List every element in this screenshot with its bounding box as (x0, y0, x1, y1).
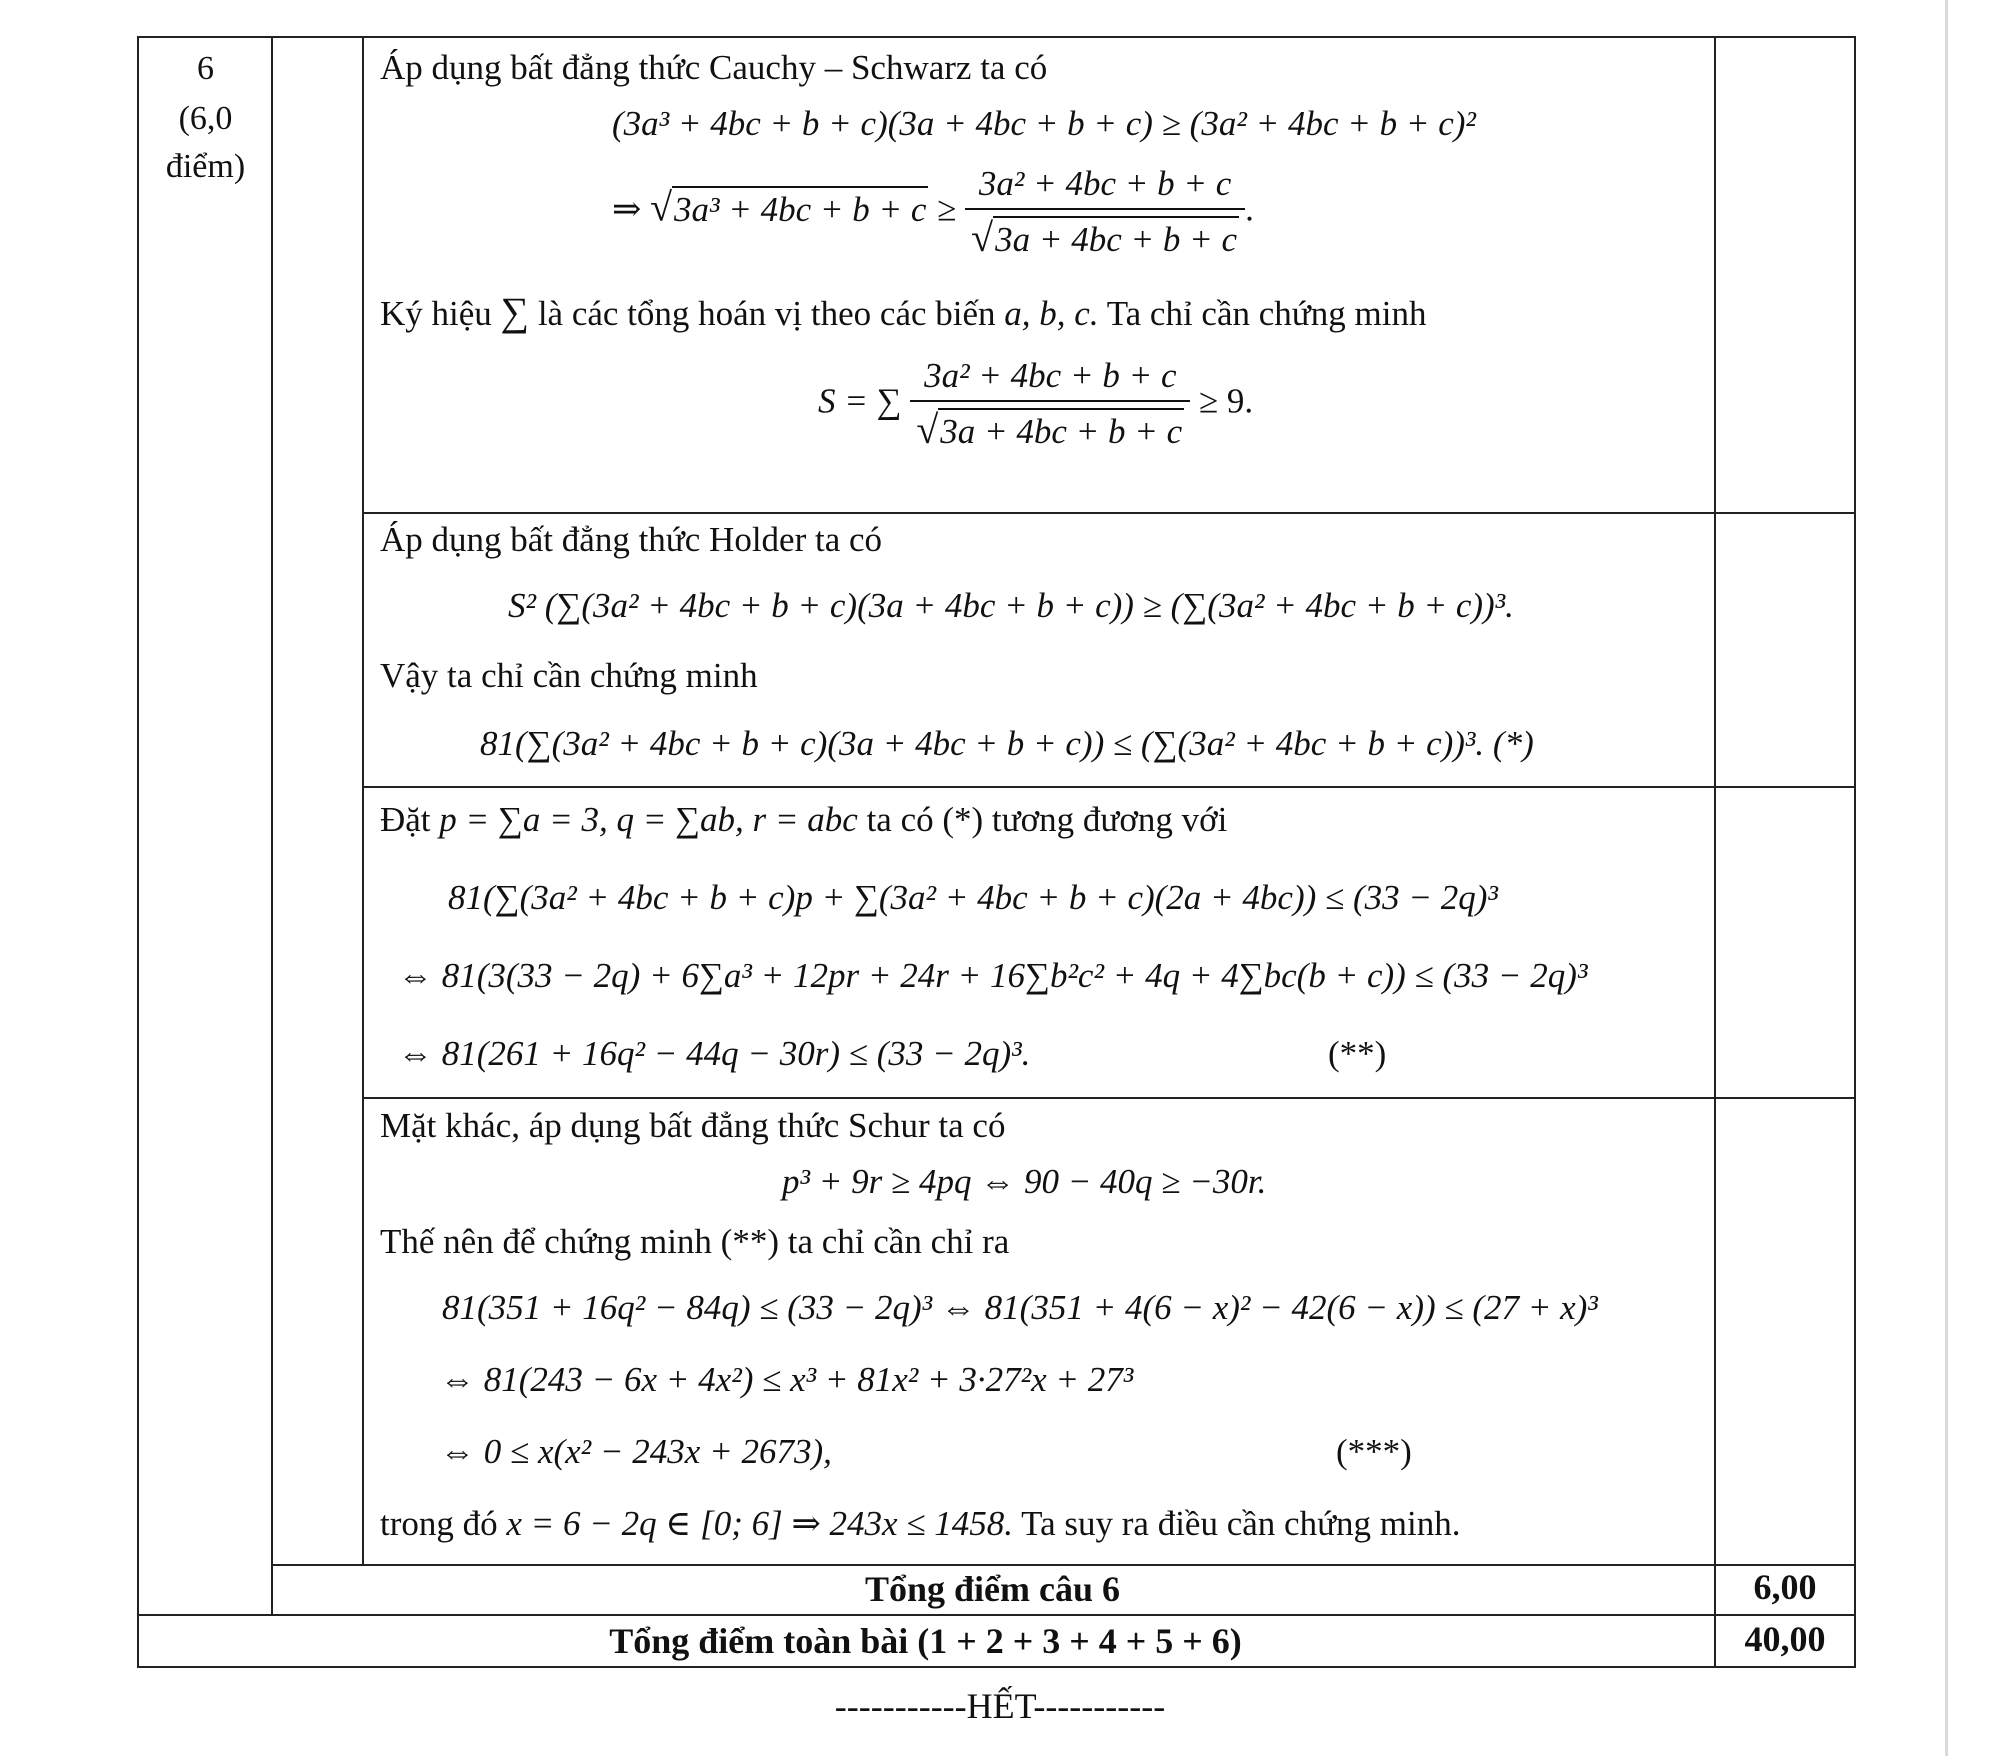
row-divider-5 (137, 1614, 1856, 1616)
question-points-line2: điểm) (165, 148, 246, 185)
exam-total-label: Tổng điểm toàn bài (1 + 2 + 3 + 4 + 5 + 6) (609, 1621, 1242, 1661)
sigma-notation-text: Ký hiệu ∑ là các tổng hoán vị theo các biến a, b, c. Ta chỉ cần chứng minh (380, 289, 1427, 334)
table-border-col3 (362, 36, 364, 1566)
reduction-formula-1: 81(351 + 16q² − 84q) ≤ (33 − 2q)³ ⇔ 81(351 + 4(6 − x)² − 42(6 − x)) ≤ (27 + x)³ (442, 1288, 1598, 1327)
fraction-denominator: √3a + 4bc + b + c (965, 208, 1245, 261)
row-divider-4 (271, 1564, 1856, 1566)
fraction-numerator: 3a² + 4bc + b + c (978, 164, 1232, 203)
sigma-symbol: ∑ (500, 289, 530, 334)
holder-inequality: S² (∑(3a² + 4bc + b + c)(3a + 4bc + b + c)) ≥ (∑(3a² + 4bc + b + c))³. (508, 586, 1514, 625)
reduction-formula-2: ⇔ 81(243 − 6x + 4x²) ≤ x³ + 81x² + 3·27²x + 27³ (440, 1360, 1134, 1399)
schur-intro: Mặt khác, áp dụng bất đẳng thức Schur ta có (380, 1106, 1006, 1145)
pqr-expansion-2: ⇔ 81(3(33 − 2q) + 6∑a³ + 12pr + 24r + 16∑b²c² + 4q + 4∑bc(b + c)) ≤ (33 − 2q)³ (398, 956, 1588, 995)
double-star-inequality: ⇔ 81(261 + 16q² − 44q − 30r) ≤ (33 − 2q)³. (398, 1034, 1031, 1073)
need-to-prove-text: Vậy ta chỉ cần chứng minh (380, 656, 758, 695)
sum-s-formula: S = ∑ $\frac{\text{3a² + 4bc + b + c}}{√3a + 4bc + b + c}$ ≥ 9. (818, 356, 1254, 452)
variables-abc: a, b, c. (1004, 294, 1099, 333)
triple-star-tag: (***) (1336, 1432, 1412, 1471)
x-definition: x = 6 − 2q ∈ [0; 6] ⇒ 243x ≤ 1458. (506, 1504, 1014, 1543)
double-star-tag: (**) (1328, 1034, 1387, 1073)
holder-intro: Áp dụng bất đẳng thức Holder ta có (380, 520, 883, 559)
row-divider-3 (362, 1097, 1856, 1099)
triple-star-inequality: ⇔ 0 ≤ x(x² − 243x + 2673), (440, 1432, 832, 1471)
cauchy-schwarz-intro: Áp dụng bất đẳng thức Cauchy – Schwarz ta có (380, 48, 1048, 87)
exam-total-score: 40,00 (1744, 1619, 1826, 1659)
conclusion-text: trong đó x = 6 − 2q ∈ [0; 6] ⇒ 243x ≤ 1458. Ta suy ra điều cần chứng minh. (380, 1504, 1461, 1543)
question-number: 6 (197, 50, 214, 87)
row-divider-1 (362, 512, 1856, 514)
implies-symbol: ⇒ (612, 189, 642, 229)
pqr-expansion-1: 81(∑(3a² + 4bc + b + c)p + ∑(3a² + 4bc + b + c)(2a + 4bc)) ≤ (33 − 2q)³ (448, 878, 1498, 917)
pqr-definition: p = ∑a = 3, q = ∑ab, r = abc (439, 800, 858, 839)
substitution-text: Đặt p = ∑a = 3, q = ∑ab, r = abc ta có (*) tương đương với (380, 800, 1228, 839)
table-border-bottom (137, 1666, 1856, 1668)
ge-symbol: ≥ (937, 189, 957, 229)
sqrt-bound-formula: ⇒ √3a³ + 4bc + b + c ≥ $\frac{\text{3a² + 4bc + b + c}}{√3a + 4bc + b + c}$ . (612, 164, 1254, 260)
cauchy-schwarz-inequality: (3a³ + 4bc + b + c)(3a + 4bc + b + c) ≥ (3a² + 4bc + b + c)² (612, 104, 1476, 143)
table-border-top (137, 36, 1856, 38)
table-border-right (1854, 36, 1856, 1668)
table-border-left (137, 36, 139, 1668)
schur-inequality: p³ + 9r ≥ 4pq ⇔ 90 − 40q ≥ −30r. (782, 1162, 1267, 1201)
sum-s-fraction: $\frac{\text{3a² + 4bc + b + c}}{√3a + 4bc + b + c}$ (910, 356, 1190, 453)
table-border-col2 (271, 36, 273, 1616)
question-total-label: Tổng điểm câu 6 (864, 1569, 1121, 1609)
table-border-col4 (1714, 36, 1716, 1668)
question-total-score: 6,00 (1753, 1567, 1817, 1607)
scan-page-edge (1945, 0, 1948, 1756)
row-divider-2 (362, 786, 1856, 788)
end-mark: -----------HẾT----------- (834, 1686, 1166, 1726)
sqrt-radicand: 3a³ + 4bc + b + c (672, 186, 928, 229)
reduction-text: Thế nên để chứng minh (**) ta chỉ cần chỉ ra (380, 1222, 1010, 1261)
sqrt-bound-fraction (965, 164, 1245, 261)
question-points-line1: (6,0 (178, 100, 233, 137)
star-inequality: 81(∑(3a² + 4bc + b + c)(3a + 4bc + b + c)) ≤ (∑(3a² + 4bc + b + c))³. (*) (480, 724, 1534, 763)
